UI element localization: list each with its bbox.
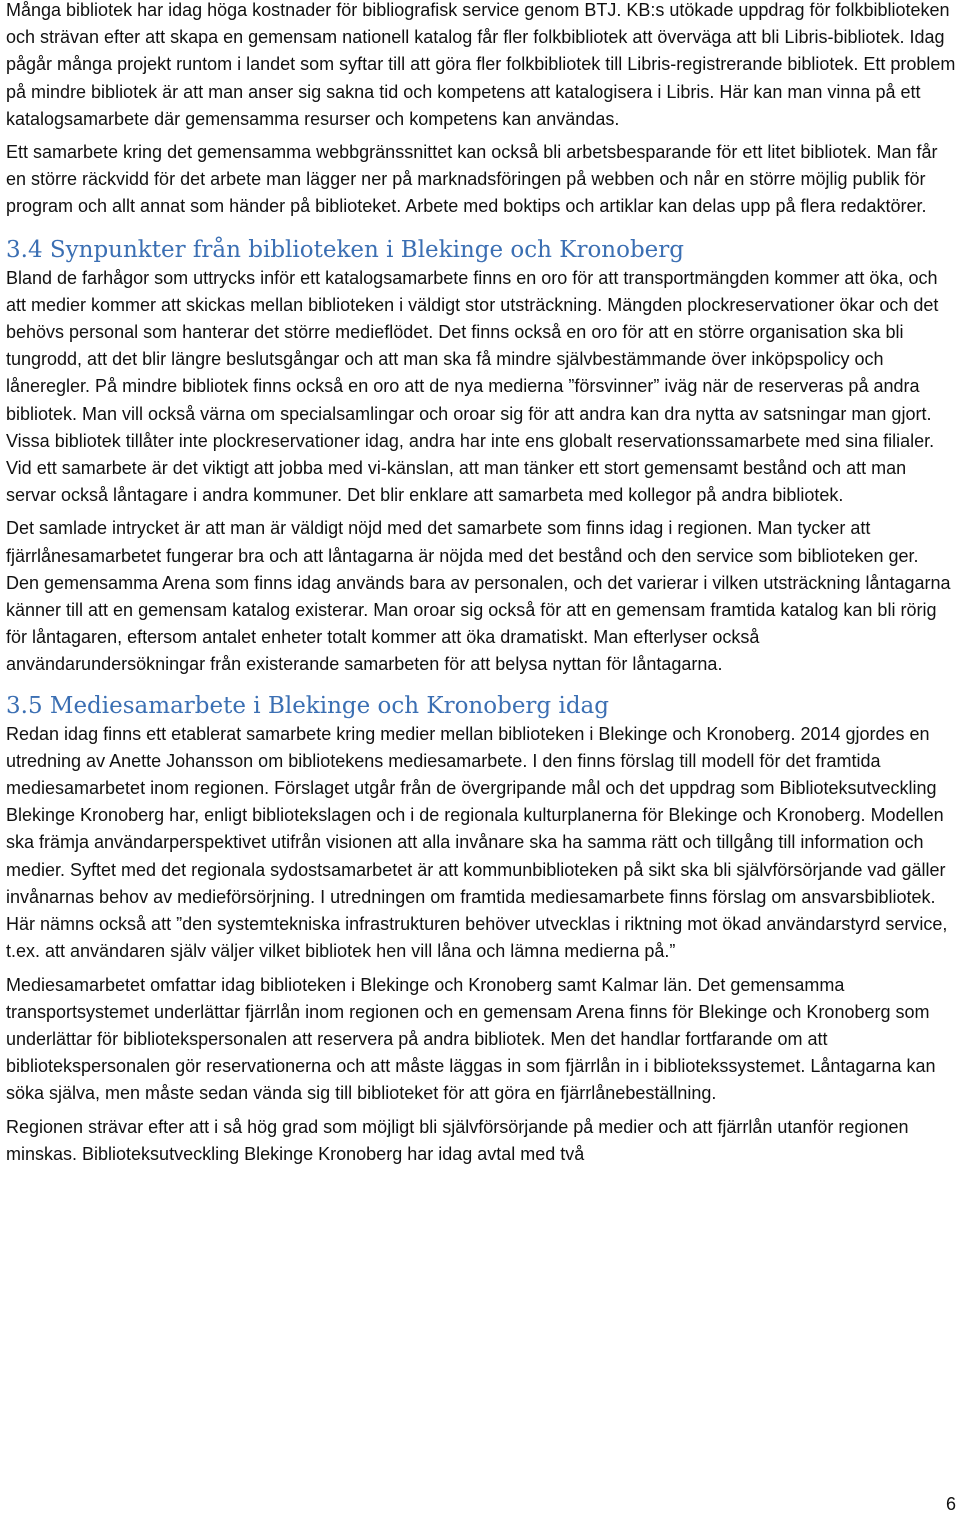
paragraph: Regionen strävar efter att i så hög grad som möjligt bli självförsörjande på medier och att fjärrlån utanför regionen minskas. Biblioteksutveckling Blekinge Kronoberg har idag avtal med två bbox=[6, 1116, 909, 1164]
section-heading-3-5: 3.5 Mediesamarbete i Blekinge och Kronoberg idag bbox=[6, 692, 609, 719]
page-number: 6 bbox=[945, 1494, 956, 1514]
paragraph: Många bibliotek har idag höga kostnader för bibliografisk service genom BTJ. KB:s utökade uppdrag för folkbiblioteken och strävan efter att skapa en gemensam nationell katalog får fler folkbibliotek att överväga att bli Libris-bibliotek. Idag pågår många projekt runtom i landet som syftar till att göra fler folkbibliotek till Libris-registrerande bibliotek. Ett problem på mindre bibliotek är att man anser sig sakna tid och kompetens att katalogisera i Libris. Här kan man vinna på ett katalogsamarbete där gemensamma resurser och kompetens kan användas. bbox=[6, 0, 956, 129]
paragraph: Bland de farhågor som uttrycks inför ett katalogsamarbete finns en oro för att transportmängden kommer att öka, och att medier kommer att skickas mellan biblioteken i väldigt stor utsträckning. Mängden plockreservationer ökar och det behövs personal som hanterar det större medieflödet. Det finns också en oro för att en större organisation ska bli tungrodd, att det blir längre beslutsgångar och att man ska få mindre självbestämmande över inköpspolicy och låneregler. På mindre bibliotek finns också en oro att de nya medierna ”försvinner” iväg när de reserveras på andra bibliotek. Man vill också värna om specialsamlingar och oroar sig för att andra kan dra nytta av satsningar man gjort. Vissa bibliotek tillåter inte plockreservationer idag, andra har inte ens globalt reservationssamarbete med sina filialer. Vid ett samarbete är det viktigt att jobba med vi-känslan, att man tänker ett stort gemensamt bestånd och att man servar också låntagare i andra kommuner. Det blir enklare att samarbeta med kollegor på andra bibliotek. bbox=[6, 267, 939, 506]
paragraph: Mediesamarbetet omfattar idag biblioteken i Blekinge och Kronoberg samt Kalmar län. Det gemensamma transportsystemet underlättar fjärrlån inom regionen och en gemensam Arena finns för Blekinge och Kronoberg som underlättar för bibliotekspersonalen att reservera på andra bibliotek. Men det handlar fortfarande om att bibliotekspersonalen gör reservationerna och att måste läggas in som fjärrlån in i bibliotekssystemet. Låntagarna kan söka själva, men måste sedan vända sig till biblioteket för att göra en fjärrlånebeställning. bbox=[6, 974, 936, 1104]
paragraph: Redan idag finns ett etablerat samarbete kring medier mellan biblioteken i Blekinge och Kronoberg. 2014 gjordes en utredning av Anette Johansson om bibliotekens mediesamarbete. I den finns förslag till modell för det framtida mediesamarbetet inom regionen. Förslaget utgår från de övergripande mål och det uppdrag som Biblioteksutveckling Blekinge Kronoberg har, enligt bibliotekslagen och i de regionala kulturplanerna för Blekinge och Kronoberg. Modellen ska främja användarperspektivet utifrån visionen att alla invånare ska ha samma rätt och tillgång till information och medier. Syftet med det regionala sydostsamarbetet är att kommunbiblioteken på sikt ska bli självförsörjande vad gäller invånarnas behov av medieförsörjning. I utredningen om framtida mediesamarbete finns förslag om ansvarsbibliotek. Här nämns också att ”den systemtekniska infrastrukturen behöver utvecklas i riktning mot ökad användarstyrd service, t.ex. att användaren själv väljer vilket bibliotek hen vill låna och lämna medierna på.” bbox=[6, 723, 948, 962]
section-heading-3-4: 3.4 Synpunkter från biblioteken i Blekinge och Kronoberg bbox=[6, 236, 685, 263]
paragraph: Det samlade intrycket är att man är väldigt nöjd med det samarbete som finns idag i regionen. Man tycker att fjärrlånesamarbetet fungerar bra och att låntagarna är nöjda med det bestånd och den service som biblioteken ger. Den gemensamma Arena som finns idag används bara av personalen, och det varierar i vilken utsträckning låntagarna känner till att en gemensam katalog existerar. Man oroar sig också för att en gemensam framtida katalog kan bli rörig för låntagaren, eftersom antalet enheter totalt kommer att öka dramatiskt. Man efterlyser också användarundersökningar från existerande samarbeten för att belysa nyttan för låntagarna. bbox=[6, 518, 951, 675]
document-page bbox=[6, 0, 956, 1168]
paragraph: Ett samarbete kring det gemensamma webbgränssnittet kan också bli arbetsbesparande för ett litet bibliotek. Man får en större räckvidd för det arbete man lägger ner på marknadsföringen på webben och når en större möjlig publik för program och allt annat som händer på biblioteket. Arbete med boktips och artiklar kan delas upp på flera redaktörer. bbox=[6, 142, 938, 217]
